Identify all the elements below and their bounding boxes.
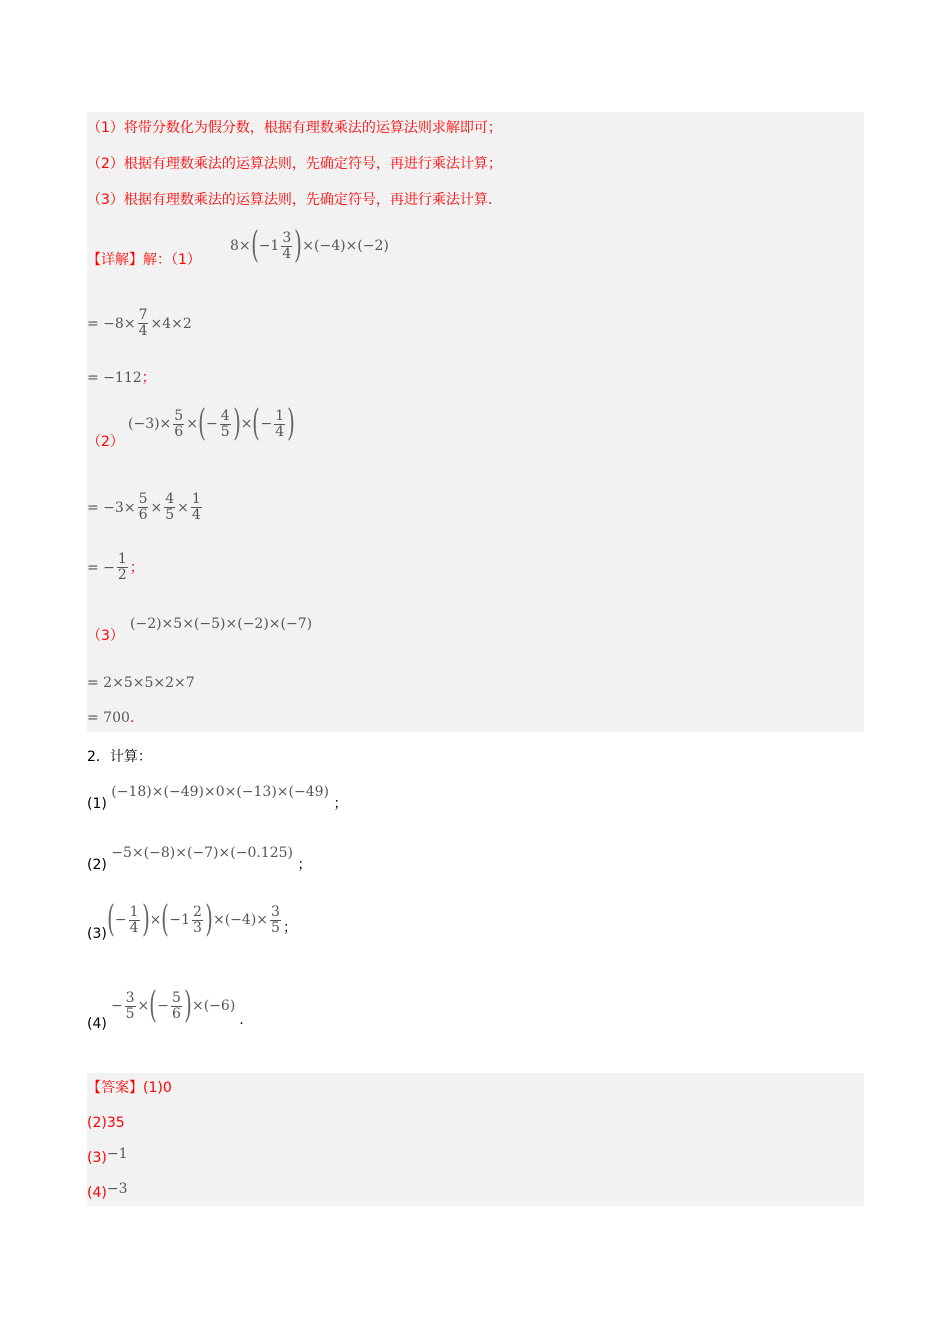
s3-label: （3） — [87, 628, 124, 644]
s1-fraction: $\frac{3}{4}$ — [282, 229, 292, 262]
analysis-line-2: （2）根据有理数乘法的运算法则，先确定符号，再进行乘法计算； — [87, 156, 502, 172]
q1-row: (1) (−18)×(−49)×0×(−13)×(−49) ； — [87, 784, 348, 812]
s2-step1: = −3× $\frac{5}{6}$ × $\frac{4}{5}$ × $\frac{1}{4}$ — [87, 491, 201, 523]
s2-result: = − $\frac{1}{2}$ ； — [87, 551, 144, 583]
s1-step1-fraction: $\frac{7}{4}$ — [138, 307, 148, 339]
q3-row: (3) ( − $\frac{1}{4}$ ) × ( −1 $\frac{2}{3}$ ) ×(−4)× $\frac{3}{5}$ ； — [87, 899, 297, 942]
s1-lead: 8× — [230, 238, 251, 254]
paren-open: ( — [250, 225, 259, 266]
answer-3: (3)−1 — [87, 1146, 128, 1166]
analysis-line-1: （1）将带分数化为假分数，根据有理数乘法的运算法则求解即可； — [87, 120, 502, 136]
answer-4: (4)−3 — [87, 1181, 128, 1201]
s3-result: = 700. — [87, 710, 135, 726]
s1-tail: ×(−4)×(−2) — [302, 238, 389, 254]
s3-step1: = 2×5×5×2×7 — [87, 675, 195, 691]
s1-whole: −1 — [258, 238, 280, 254]
answer-box — [87, 1073, 864, 1206]
s3-expression: (−2)×5×(−5)×(−2)×(−7) — [130, 616, 313, 632]
answer-1: 【答案】(1)0 — [87, 1080, 172, 1096]
q4-row: (4) − $\frac{3}{5}$ × ( − $\frac{5}{6}$ ) ×(−6) . — [87, 985, 244, 1032]
s1-expression — [230, 225, 389, 266]
s2-label: （2） — [87, 434, 124, 450]
answer-2: (2)35 — [87, 1115, 125, 1131]
paren-close: ) — [294, 225, 303, 266]
detail-heading: 【详解】解：（1） — [87, 252, 201, 268]
s1-step1: = −8× $\frac{7}{4}$ ×4×2 — [87, 307, 192, 339]
analysis-line-3: （3）根据有理数乘法的运算法则，先确定符号，再进行乘法计算. — [87, 192, 493, 208]
s2-expression: (−3)× $\frac{5}{6}$ × ( − $\frac{4}{5}$ ) × ( − $\frac{1}{4}$ ) — [128, 403, 296, 444]
question-title: 2．计算： — [87, 749, 152, 765]
q2-row: (2) −5×(−8)×(−7)×(−0.125) ； — [87, 845, 312, 873]
s1-result: = −112； — [87, 370, 156, 386]
